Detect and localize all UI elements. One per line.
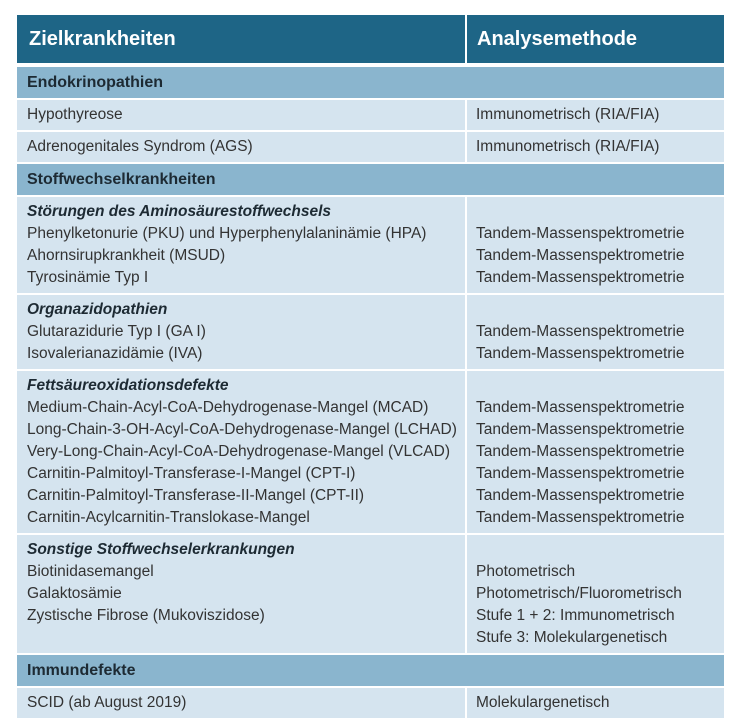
method-cell — [467, 100, 724, 130]
analysis-method: Tandem-Massenspektrometrie — [476, 225, 685, 242]
disease-name: Long-Chain-3-OH-Acyl-CoA-Dehydrogenase-Mangel (LCHAD) — [27, 421, 457, 438]
header-col-target-diseases: Zielkrankheiten — [17, 15, 467, 63]
table-row — [17, 688, 724, 718]
disease-name: Carnitin-Palmitoyl-Transferase-II-Mangel (CPT-II) — [27, 487, 365, 504]
disease-cell — [17, 371, 467, 533]
subgroup-title: Sonstige Stoffwechselerkrankungen — [27, 541, 295, 558]
analysis-method: Tandem-Massenspektrometrie — [476, 465, 685, 482]
analysis-method: Tandem-Massenspektrometrie — [476, 421, 685, 438]
disease-name: Very-Long-Chain-Acyl-CoA-Dehydrogenase-Mangel (VLCAD) — [27, 443, 450, 460]
table-body — [17, 67, 724, 718]
disease-name: Glutarazidurie Typ I (GA I) — [27, 323, 206, 340]
disease-name: Carnitin-Palmitoyl-Transferase-I-Mangel (CPT-I) — [27, 465, 356, 482]
disease-cell — [17, 295, 467, 369]
disease-name: Hypothyreose — [27, 106, 123, 123]
disease-name: Biotinidasemangel — [27, 563, 154, 580]
method-cell — [467, 535, 724, 653]
disease-cell — [17, 132, 467, 162]
disease-name: Tyrosinämie Typ I — [27, 269, 149, 286]
disease-name: Zystische Fibrose (Mukoviszidose) — [27, 607, 265, 624]
section-header: Endokrinopathien — [17, 67, 724, 98]
table-row — [17, 132, 724, 162]
method-cell — [467, 132, 724, 162]
subgroup-title: Störungen des Aminosäurestoffwechsels — [27, 203, 332, 220]
disease-cell — [17, 535, 467, 653]
analysis-method: Photometrisch — [476, 563, 576, 580]
disease-cell — [17, 197, 467, 293]
method-cell — [467, 295, 724, 369]
table-row — [17, 100, 724, 130]
analysis-method: Tandem-Massenspektrometrie — [476, 487, 685, 504]
subgroup-title: Organazidopathien — [27, 301, 168, 318]
analysis-method: Stufe 1 + 2: Immunometrisch — [476, 607, 675, 624]
table-row — [17, 371, 724, 533]
section-header: Stoffwechselkrankheiten — [17, 164, 724, 195]
method-cell — [467, 688, 724, 718]
table-row — [17, 295, 724, 369]
analysis-method: Stufe 3: Molekulargenetisch — [476, 629, 668, 646]
disease-cell — [17, 100, 467, 130]
analysis-method: Molekulargenetisch — [476, 694, 610, 711]
analysis-method: Tandem-Massenspektrometrie — [476, 247, 685, 264]
section-header: Immundefekte — [17, 655, 724, 686]
screening-table — [17, 15, 724, 718]
disease-name: Ahornsirupkrankheit (MSUD) — [27, 247, 226, 264]
disease-name: Adrenogenitales Syndrom (AGS) — [27, 138, 253, 155]
analysis-method: Tandem-Massenspektrometrie — [476, 509, 685, 526]
disease-cell — [17, 688, 467, 718]
method-cell — [467, 371, 724, 533]
disease-name: SCID (ab August 2019) — [27, 694, 187, 711]
disease-name: Isovalerianazidämie (IVA) — [27, 345, 203, 362]
subgroup-title: Fettsäureoxidationsdefekte — [27, 377, 229, 394]
analysis-method: Tandem-Massenspektrometrie — [476, 399, 685, 416]
header-col-analysis-method: Analysemethode — [477, 27, 638, 50]
table-header — [17, 15, 724, 63]
analysis-method: Tandem-Massenspektrometrie — [476, 323, 685, 340]
table-row — [17, 197, 724, 293]
disease-name: Phenylketonurie (PKU) und Hyperphenylalaninämie (HPA) — [27, 225, 427, 242]
table-row — [17, 535, 724, 653]
disease-name: Galaktosämie — [27, 585, 122, 602]
analysis-method: Tandem-Massenspektrometrie — [476, 443, 685, 460]
method-cell — [467, 197, 724, 293]
disease-name: Carnitin-Acylcarnitin-Translokase-Mangel — [27, 509, 310, 526]
analysis-method: Photometrisch/Fluorometrisch — [476, 585, 682, 602]
analysis-method: Immunometrisch (RIA/FIA) — [476, 138, 660, 155]
analysis-method: Immunometrisch (RIA/FIA) — [476, 106, 660, 123]
analysis-method: Tandem-Massenspektrometrie — [476, 345, 685, 362]
analysis-method: Tandem-Massenspektrometrie — [476, 269, 685, 286]
disease-name: Medium-Chain-Acyl-CoA-Dehydrogenase-Mangel (MCAD) — [27, 399, 429, 416]
